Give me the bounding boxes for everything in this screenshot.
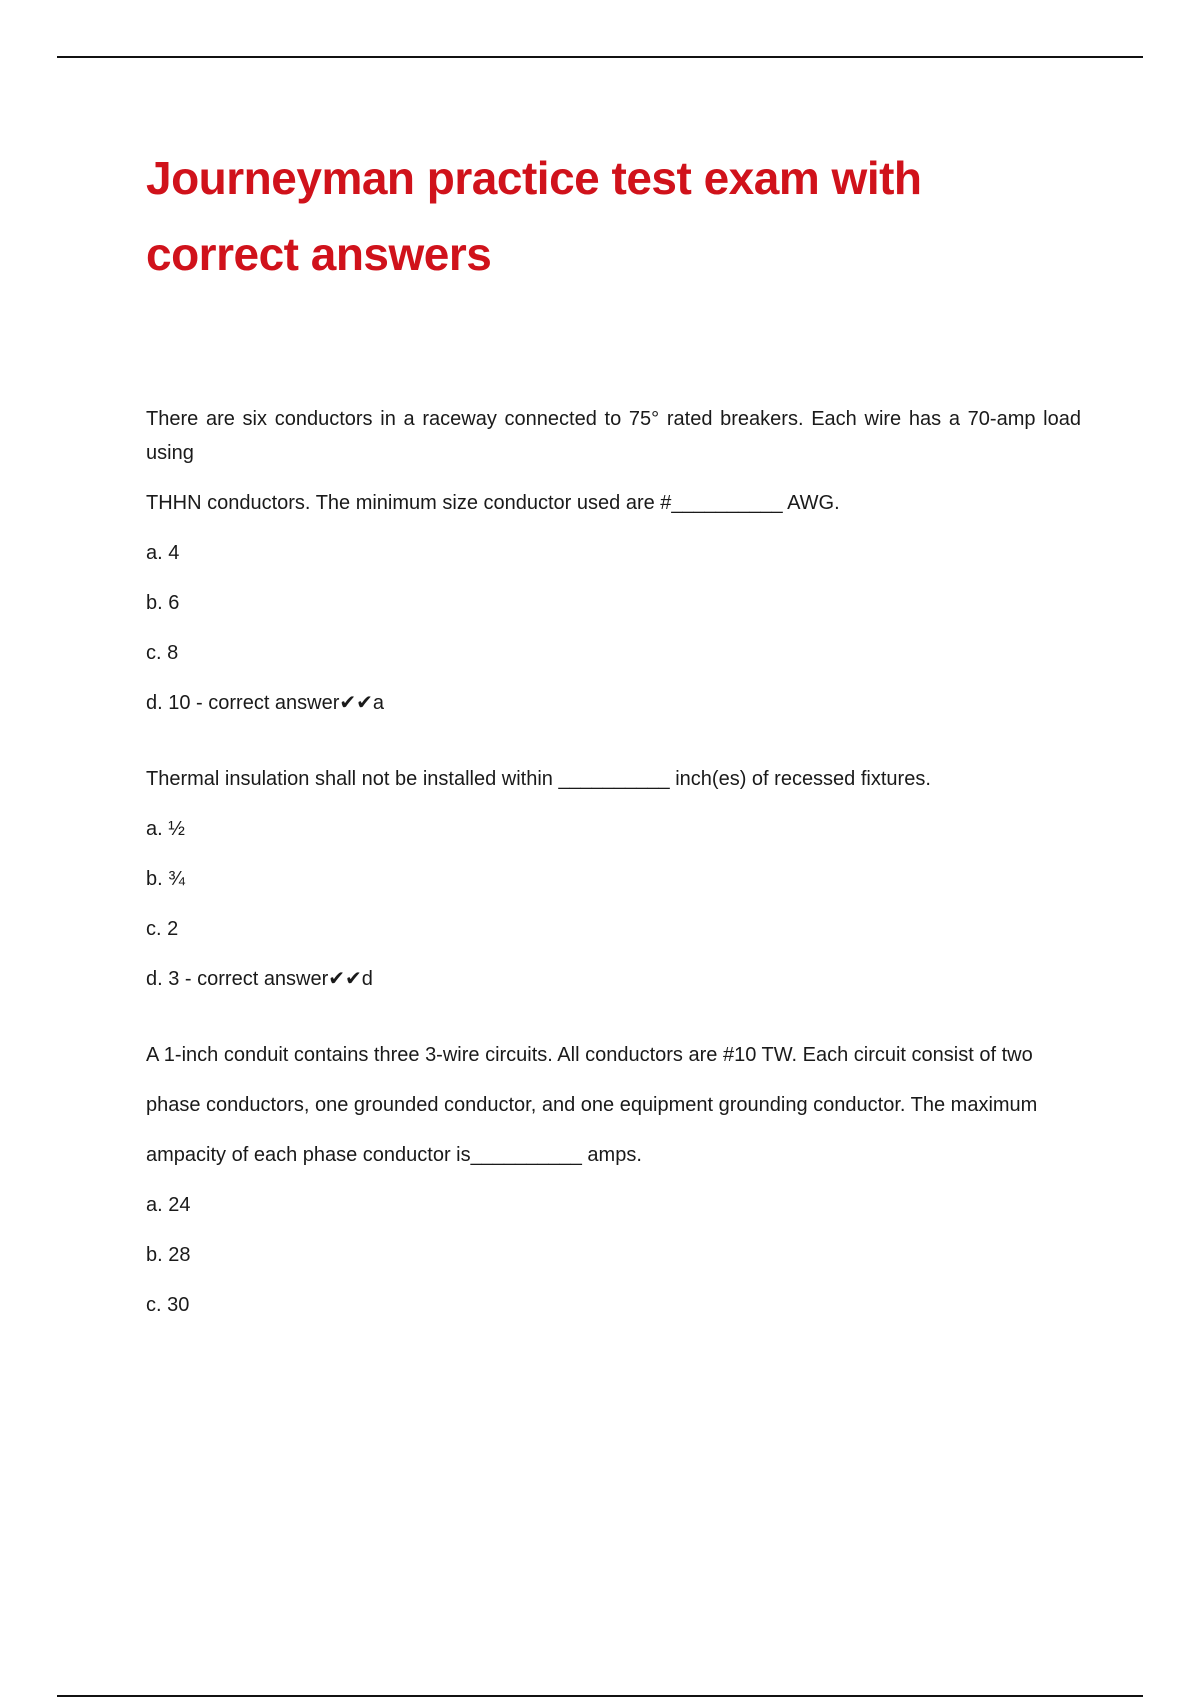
top-rule bbox=[57, 56, 1143, 58]
question-2 bbox=[146, 762, 1081, 996]
document-body bbox=[146, 140, 1081, 1364]
question-1 bbox=[146, 402, 1081, 720]
answer-option: a. 4 bbox=[146, 542, 180, 564]
answer-option: b. 28 bbox=[146, 1244, 191, 1266]
answer-option-with-key: d. 10 - correct answer✔✔a bbox=[146, 692, 385, 714]
question-text-line: phase conductors, one grounded conductor, and one equipment grounding conductor. The maximum bbox=[146, 1094, 1038, 1116]
answer-option-with-key: d. 3 - correct answer✔✔d bbox=[146, 968, 373, 990]
document-title: Journeyman practice test exam with correct answers bbox=[146, 152, 922, 280]
question-text-line: THHN conductors. The minimum size conductor used are #__________ AWG. bbox=[146, 492, 840, 514]
question-list bbox=[146, 402, 1081, 1322]
question-text-line: ampacity of each phase conductor is__________ amps. bbox=[146, 1144, 642, 1166]
question-text-line: A 1-inch conduit contains three 3-wire circuits. All conductors are #10 TW. Each circuit consist of two bbox=[146, 1044, 1033, 1066]
answer-option: b. ¾ bbox=[146, 868, 185, 890]
answer-option: c. 30 bbox=[146, 1294, 190, 1316]
question-3 bbox=[146, 1038, 1081, 1322]
bottom-rule bbox=[57, 1695, 1143, 1697]
answer-option: c. 2 bbox=[146, 918, 179, 940]
question-text-line: Thermal insulation shall not be installed within __________ inch(es) of recessed fixtures. bbox=[146, 768, 931, 790]
answer-option: c. 8 bbox=[146, 642, 179, 664]
answer-option: a. ½ bbox=[146, 818, 185, 840]
answer-option: b. 6 bbox=[146, 592, 180, 614]
question-text-line: There are six conductors in a raceway connected to 75° rated breakers. Each wire has a 70-amp load using bbox=[146, 408, 1081, 464]
answer-option: a. 24 bbox=[146, 1194, 191, 1216]
